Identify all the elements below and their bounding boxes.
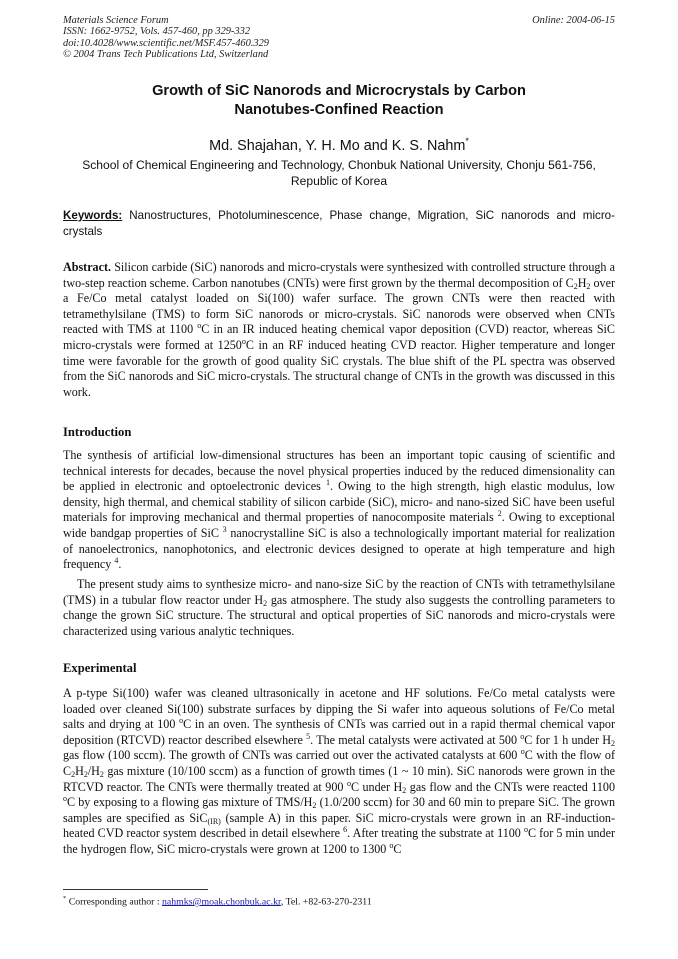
abstract-text: C in an IR induced heating chemical vapor deposition (CVD) reactor, whereas SiC micro-crystals were formed at 1250 (63, 322, 615, 352)
intro-text: The synthesis of artificial low-dimensional structures has been an important topic causing of scientific and technical interests for decades, because the novel physical properties induced by the reduced dimensionality can be applied in electronic and optoelectronic devices (63, 448, 615, 494)
copyright-line: © 2004 Trans Tech Publications Ltd, Switzerland (63, 49, 269, 61)
subscript: 2 (586, 281, 591, 291)
authors-text: Md. Shajahan, Y. H. Mo and K. S. Nahm (209, 137, 466, 154)
introduction-heading: Introduction (63, 425, 132, 439)
experimental-paragraph (63, 686, 615, 858)
intro-text: . Owing to the high strength, high elastic modulus, low density, high thermal, and chemical stability of silicon carbide (SiC), micro- and nano-sized SiC have been useful materials for improving mechanical and thermal properties of nanocomposite materials (63, 479, 616, 525)
degree-mark: o (520, 731, 525, 741)
intro-text: . (118, 557, 122, 572)
experimental-heading: Experimental (63, 661, 137, 675)
journal-name: Materials Science Forum (63, 15, 169, 26)
exp-text: . After treating the substrate at 1100 (347, 826, 524, 841)
introduction-paragraph-1 (63, 448, 615, 573)
affiliation: School of Chemical Engineering and Technology, Chonbuk National University, Chonju 561-756, Republic of Korea (82, 158, 596, 188)
footnote-divider (63, 889, 208, 890)
subscript: 2 (263, 598, 268, 608)
online-date: Online: 2004-06-15 (532, 15, 615, 26)
exp-text: C (393, 841, 402, 856)
reference-mark: 4 (114, 556, 119, 566)
exp-text: C by exposing to a flowing gas mixture of TMS/H (67, 795, 313, 810)
exp-text: C for 1 h under H (524, 732, 611, 747)
abstract-text: C in an RF induced heating CVD reactor. Higher temperature and longer time were favorable for the growth of good quality SiC crystals. The blue shift of the PL spectra was observed from the SiC nanorods and SiC micro-crystals. The structural change of CNTs in the growth was discussed in this work. (63, 337, 615, 399)
abstract-text: H (577, 275, 587, 290)
author-list (63, 132, 615, 155)
intro-text: gas atmosphere. The study also suggests the controlling parameters to change the grown SiC structure. The structural and optical properties of SiC nanorods and micro-crystals were characterized using various analytic techniques. (63, 592, 615, 638)
footnote (63, 895, 372, 907)
intro-text: nanocrystalline SiC is also a technologically important material for realization of nanoelectronics, nanophotonics, and electronic devices designed to operate at high temperature and high frequency (63, 525, 615, 572)
reference-mark: 5 (306, 731, 311, 741)
abstract-text: over a Fe/Co metal catalyst loaded on Si(100) wafer surface. The grown CNTs were then reacted with tetramethylsilane (TMS) to form SiC nanorods or micro-crystals. SiC nanorods were observed when CNTs reacted with TMS at 1100 (63, 275, 615, 337)
subscript: 2 (83, 769, 88, 779)
doi-line: doi:10.4028/www.scientific.net/MSF.457-460.329 (63, 37, 269, 49)
exp-text: . The metal catalysts were activated at 500 (310, 732, 521, 747)
exp-text: C with the flow of C (63, 748, 615, 778)
footnote-mark: * (63, 895, 67, 902)
footnote-text: , Tel. +82-63-270-2311 (280, 896, 372, 908)
reference-mark: 1 (325, 478, 330, 488)
degree-mark: o (197, 321, 202, 331)
journal-header (63, 15, 615, 61)
footnote-text: Corresponding author : (66, 896, 163, 908)
intro-text: The present study aims to synthesize micro- and nano-size SiC by the reaction of CNTs with tetramethylsilane (TMS) in a tubular flow reactor under H (63, 577, 615, 607)
introduction-paragraph-2 (63, 577, 615, 639)
degree-mark: o (520, 747, 525, 757)
subscript: 2 (573, 281, 578, 291)
subscript: 2 (402, 785, 407, 795)
intro-text: . Owing to exceptional wide bandgap properties of SiC (63, 510, 615, 540)
exp-text: gas flow and the CNTs were reacted 1100 (406, 779, 615, 794)
subscript: 2 (611, 738, 615, 748)
exp-text: (sample A) in this paper. SiC micro-crystals were grown in an RF-induction-heated CVD reactor system described in detail elsewhere (63, 810, 615, 841)
issn-line: ISSN: 1662-9752, Vols. 457-460, pp 329-332 (63, 26, 251, 38)
paper-title: Growth of SiC Nanorods and Microcrystals by Carbon Nanotubes-Confined Reaction (152, 83, 526, 118)
reference-mark: 6 (343, 825, 348, 835)
corresponding-mark: * (465, 136, 469, 146)
abstract-label: Abstract. (63, 260, 112, 274)
exp-text: gas flow (100 sccm). The growth of CNTs was carried out over the activated catalysts at 600 (63, 748, 521, 763)
keywords-text: Nanostructures, Photoluminescence, Phase change, Migration, SiC nanorods and micro-crystals (63, 209, 615, 238)
reference-mark: 3 (222, 524, 227, 534)
exp-text: C in an oven. The synthesis of CNTs was carried out in a rapid thermal chemical vapor deposition (RTCVD) reactor described elsewhere (63, 717, 615, 747)
degree-mark: o (346, 778, 351, 788)
degree-mark: o (523, 825, 528, 835)
exp-text: (1.0/200 sccm) for 30 and 60 min to prepare SiC. The grown samples are specified as SiC (63, 795, 616, 825)
keywords-section (63, 208, 615, 240)
exp-text: /H (87, 763, 100, 778)
subscript: 2 (312, 801, 317, 811)
degree-mark: o (241, 336, 246, 346)
abstract-text: Silicon carbide (SiC) nanorods and micro-crystals were synthesized with controlled structure through a two-step reaction scheme. Carbon nanotubes (CNTs) were first grown by the thermal decomposition of C (63, 260, 615, 290)
degree-mark: o (179, 716, 184, 726)
keywords-label: Keywords: (63, 209, 123, 222)
subscript: 2 (99, 769, 104, 779)
subscript: (IR) (207, 816, 221, 826)
subscript: 2 (71, 769, 76, 779)
email-link[interactable]: nahmks@moak.chonbuk.ac.kr (162, 896, 281, 908)
exp-text: C under H (350, 779, 403, 794)
abstract-paragraph (63, 260, 615, 400)
reference-mark: 2 (497, 509, 502, 519)
degree-mark: o (389, 840, 394, 850)
exp-text: C for 5 min under the hydrogen flow, SiC micro-crystals were grown at 1200 to 1300 (63, 826, 615, 856)
degree-mark: o (63, 794, 67, 804)
exp-text: gas mixture (10/100 sccm) as a function of growth times (1 ~ 10 min). SiC nanorods were grown in the RTCVD reactor. The CNTs were thermally treated at 900 (63, 763, 615, 794)
exp-text: A p-type Si(100) wafer was cleaned ultrasonically in acetone and HF solutions. Fe/Co metal catalysts were loaded over cleaned Si(100) substrate surfaces by dipping the Si wafer into aqueous solutions of Fe/Co metal salts and drying at 100 (63, 686, 615, 732)
exp-text: H (75, 763, 84, 778)
